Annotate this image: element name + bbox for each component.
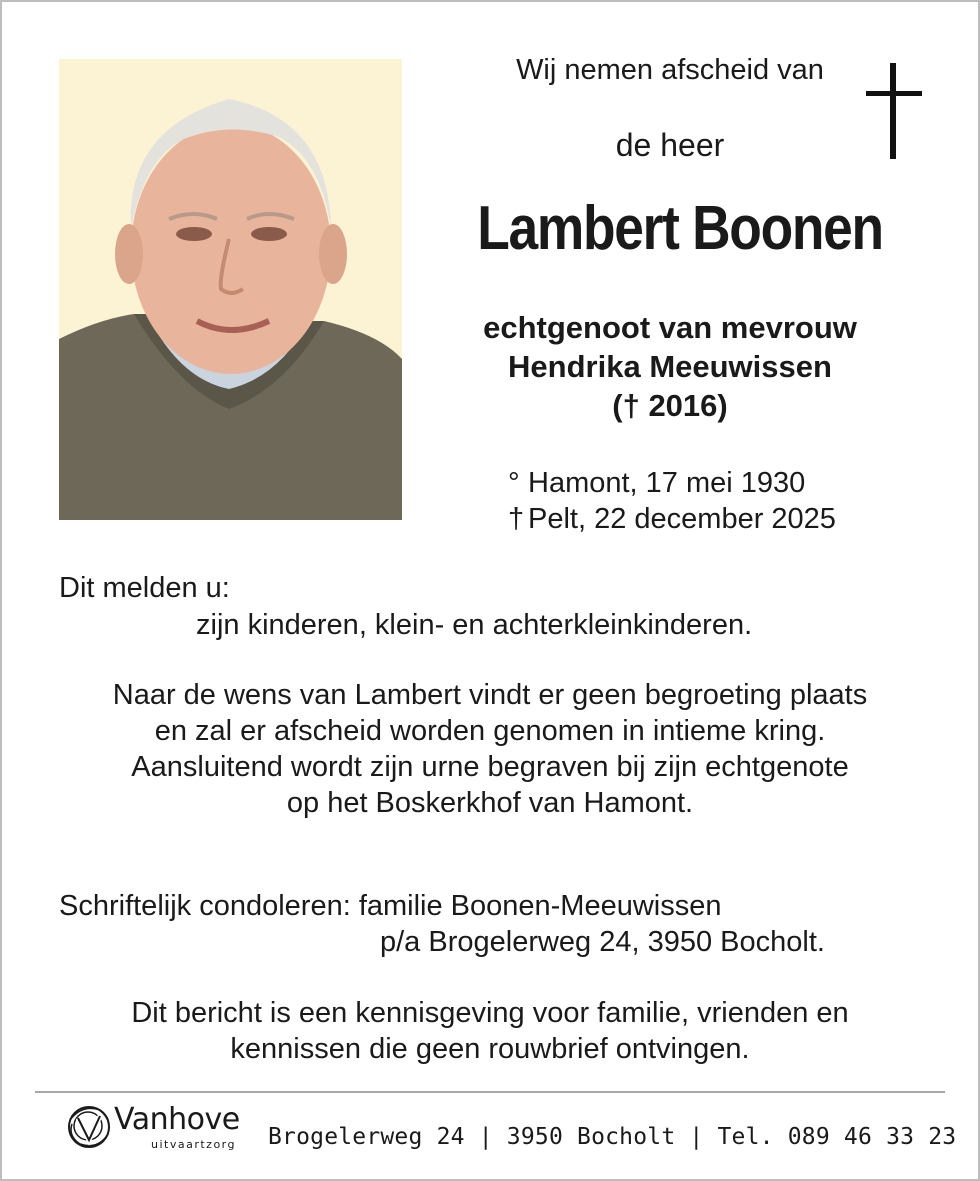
portrait-photo bbox=[59, 59, 402, 520]
wish-line-2: en zal er afscheid worden genomen in intieme kring. bbox=[154, 715, 826, 747]
wish-line-4: op het Boskerkhof van Hamont. bbox=[286, 787, 694, 819]
family-intro: Dit melden u: bbox=[59, 572, 230, 604]
condolences-line-1: Schriftelijk condoleren: familie Boonen-Meeuwissen bbox=[59, 890, 722, 922]
birth-date: Hamont, 17 mei 1930 bbox=[528, 467, 806, 499]
intro-text: Wij nemen afscheid van bbox=[516, 54, 824, 86]
logo-scribble-icon bbox=[64, 1100, 116, 1154]
wish-line-3: Aansluitend wordt zijn urne begraven bij zijn echtgenote bbox=[131, 751, 849, 783]
death-symbol: † bbox=[508, 503, 525, 535]
spouse-death-year: († 2016) bbox=[612, 388, 728, 423]
spouse-info bbox=[420, 308, 920, 425]
portrait-illustration bbox=[59, 59, 402, 520]
life-dates bbox=[508, 465, 836, 537]
honorific: de heer bbox=[615, 127, 725, 163]
death-date: Pelt, 22 december 2025 bbox=[528, 503, 836, 535]
wish-line-1: Naar de wens van Lambert vindt er geen begroeting plaats bbox=[112, 679, 868, 711]
condolences-address: p/a Brogelerweg 24, 3950 Bocholt. bbox=[380, 926, 825, 958]
notice bbox=[60, 995, 920, 1067]
notice-line-1: Dit bericht is een kennisgeving voor familie, vrienden en bbox=[131, 997, 849, 1029]
birth-line bbox=[508, 465, 836, 501]
funeral-wish bbox=[60, 677, 920, 821]
notice-line-2: kennissen die geen rouwbrief ontvingen. bbox=[230, 1033, 750, 1065]
deceased-name: Lambert Boonen bbox=[477, 194, 883, 263]
death-line bbox=[508, 501, 836, 537]
logo-subtitle: uitvaartzorg bbox=[151, 1138, 236, 1151]
spouse-line-1: echtgenoot van mevrouw bbox=[483, 310, 857, 345]
footer-address: Brogelerweg 24 | 3950 Bocholt | Tel. 089 46 33 23 bbox=[268, 1124, 957, 1150]
cross-icon bbox=[866, 63, 922, 159]
logo-name: Vanhove bbox=[114, 1102, 240, 1137]
family-members: zijn kinderen, klein- en achterkleinkinderen. bbox=[196, 609, 753, 641]
funeral-home-logo bbox=[64, 1100, 254, 1160]
spouse-name: Hendrika Meeuwissen bbox=[508, 349, 832, 384]
birth-symbol: ° bbox=[508, 467, 520, 499]
footer-divider bbox=[35, 1091, 945, 1093]
